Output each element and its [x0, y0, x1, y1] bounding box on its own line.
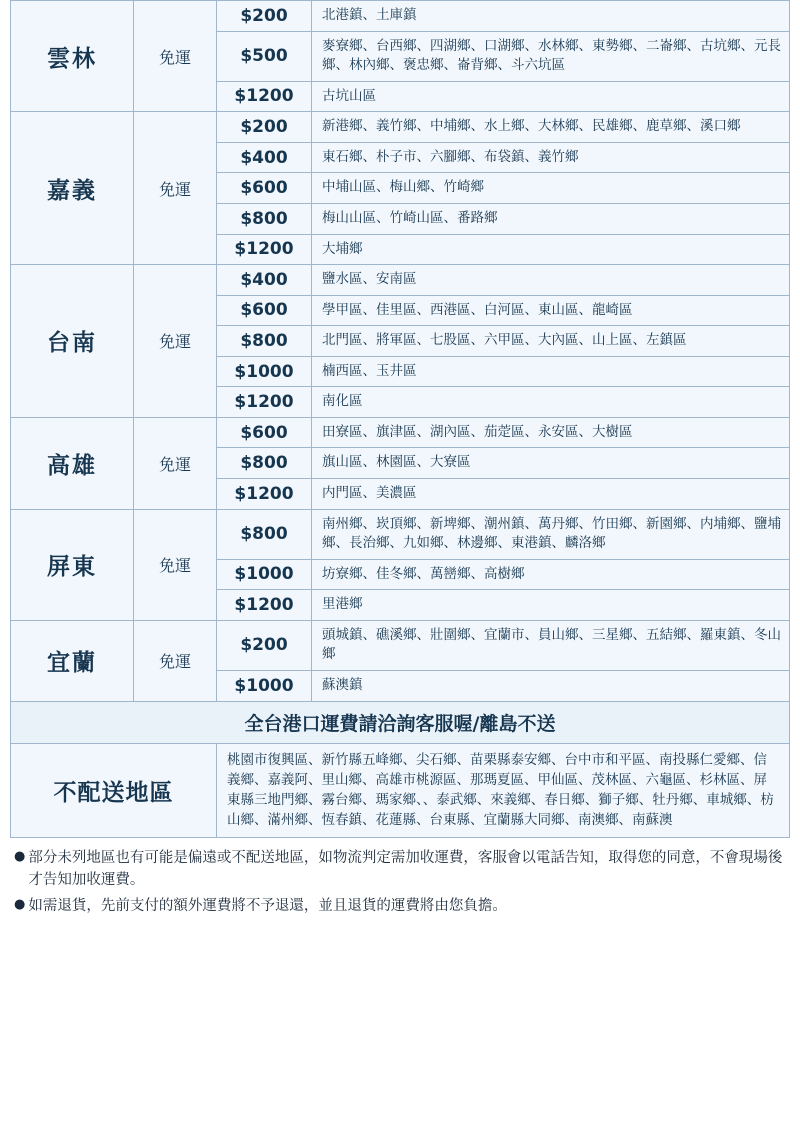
- areas-cell: 里港鄉: [312, 590, 790, 621]
- areas-cell: 北門區、將軍區、七股區、六甲區、大內區、山上區、左鎮區: [312, 326, 790, 357]
- no-delivery-areas: 桃園市復興區、新竹縣五峰鄉、尖石鄉、苗栗縣泰安鄉、台中市和平區、南投縣仁愛鄉、信義鄉、嘉義阿、里山鄉、高雄市桃源區、那瑪夏區、甲仙區、茂林區、六龜區、杉林區、屏東縣三地門鄉、霧台鄉、瑪家鄉、、泰武鄉、來義鄉、春日鄉、獅子鄉、牡丹鄉、車城鄉、枋山鄉、滿州鄉、恆春鎮、花蓮縣、台東縣、宜蘭縣大同鄉、南澳鄉、南蘇澳: [217, 743, 790, 837]
- table-row: [11, 620, 790, 670]
- shipping-cell: 免運: [134, 509, 217, 620]
- shipping-cell: 免運: [134, 417, 217, 509]
- price-cell: $400: [217, 265, 312, 296]
- region-cell: 嘉義: [11, 112, 134, 265]
- region-cell: 高雄: [11, 417, 134, 509]
- price-cell: $200: [217, 620, 312, 670]
- table-body: [11, 1, 790, 838]
- areas-cell: 坊寮鄉、佳冬鄉、萬巒鄉、高樹鄉: [312, 559, 790, 590]
- price-cell: $800: [217, 448, 312, 479]
- areas-cell: 東石鄉、朴子市、六腳鄉、布袋鎮、義竹鄉: [312, 142, 790, 173]
- table-row: [11, 1, 790, 32]
- areas-cell: 中埔山區、梅山鄉、竹崎鄉: [312, 173, 790, 204]
- price-cell: $1000: [217, 356, 312, 387]
- areas-cell: 田寮區、旗津區、湖內區、茄萣區、永安區、大樹區: [312, 417, 790, 448]
- shipping-cell: 免運: [134, 1, 217, 112]
- shipping-cell: 免運: [134, 112, 217, 265]
- price-cell: $600: [217, 173, 312, 204]
- price-cell: $200: [217, 112, 312, 143]
- price-cell: $1200: [217, 479, 312, 510]
- areas-cell: 梅山山區、竹崎山區、番路鄉: [312, 203, 790, 234]
- no-delivery-label: 不配送地區: [11, 743, 217, 837]
- port-shipping-note: 全台港口運費請洽詢客服喔/離島不送: [11, 701, 790, 743]
- areas-cell: 北港鎮、土庫鎮: [312, 1, 790, 32]
- no-delivery-row: [11, 743, 790, 837]
- bullet-icon: ●: [14, 897, 26, 913]
- areas-cell: 麥寮鄉、台西鄉、四湖鄉、口湖鄉、水林鄉、東勢鄉、二崙鄉、古坑鄉、元長鄉、林內鄉、褒忠鄉、崙背鄉、斗六坑區: [312, 31, 790, 81]
- footnotes: [14, 847, 786, 918]
- areas-cell: 蘇澳鎮: [312, 670, 790, 701]
- bullet-icon: ●: [14, 848, 26, 864]
- price-cell: $200: [217, 1, 312, 32]
- footnote-text: 部分未列地區也有可能是偏遠或不配送地區，如物流判定需加收運費，客服會以電話告知，取得您的同意，不會現場後才告知加收運費。: [28, 849, 783, 888]
- table-row: [11, 509, 790, 559]
- table-row: [11, 417, 790, 448]
- price-cell: $800: [217, 203, 312, 234]
- price-cell: $800: [217, 326, 312, 357]
- areas-cell: 頭城鎮、礁溪鄉、壯圍鄉、宜蘭市、員山鄉、三星鄉、五結鄉、羅東鎮、冬山鄉: [312, 620, 790, 670]
- region-cell: 台南: [11, 265, 134, 418]
- table-row: [11, 265, 790, 296]
- areas-cell: 大埔鄉: [312, 234, 790, 265]
- areas-cell: 新港鄉、義竹鄉、中埔鄉、水上鄉、大林鄉、民雄鄉、鹿草鄉、溪口鄉: [312, 112, 790, 143]
- price-cell: $800: [217, 509, 312, 559]
- areas-cell: 南化區: [312, 387, 790, 418]
- price-cell: $500: [217, 31, 312, 81]
- price-cell: $600: [217, 295, 312, 326]
- areas-cell: 旗山區、林園區、大寮區: [312, 448, 790, 479]
- port-shipping-note-row: [11, 701, 790, 743]
- price-cell: $1200: [217, 590, 312, 621]
- areas-cell: 古坑山區: [312, 81, 790, 112]
- shipping-cell: 免運: [134, 265, 217, 418]
- price-cell: $1000: [217, 559, 312, 590]
- price-cell: $600: [217, 417, 312, 448]
- price-cell: $400: [217, 142, 312, 173]
- areas-cell: 楠西區、玉井區: [312, 356, 790, 387]
- footnote-text: 如需退貨，先前支付的額外運費將不予退還，並且退貨的運費將由您負擔。: [28, 898, 507, 915]
- areas-cell: 南州鄉、崁頂鄉、新埤鄉、潮州鎮、萬丹鄉、竹田鄉、新園鄉、内埔鄉、鹽埔鄉、長治鄉、九如鄉、林邊鄉、東港鎮、麟洛鄉: [312, 509, 790, 559]
- shipping-cell: 免運: [134, 620, 217, 701]
- areas-cell: 學甲區、佳里區、西港區、白河區、東山區、龍崎區: [312, 295, 790, 326]
- price-cell: $1200: [217, 387, 312, 418]
- region-cell: 屏東: [11, 509, 134, 620]
- price-cell: $1000: [217, 670, 312, 701]
- region-cell: 宜蘭: [11, 620, 134, 701]
- footnote-item: [14, 895, 786, 917]
- footnote-item: [14, 847, 786, 892]
- price-cell: $1200: [217, 81, 312, 112]
- areas-cell: 鹽水區、安南區: [312, 265, 790, 296]
- region-cell: 雲林: [11, 1, 134, 112]
- areas-cell: 内門區、美濃區: [312, 479, 790, 510]
- table-row: [11, 112, 790, 143]
- price-cell: $1200: [217, 234, 312, 265]
- shipping-fee-table: [10, 0, 790, 838]
